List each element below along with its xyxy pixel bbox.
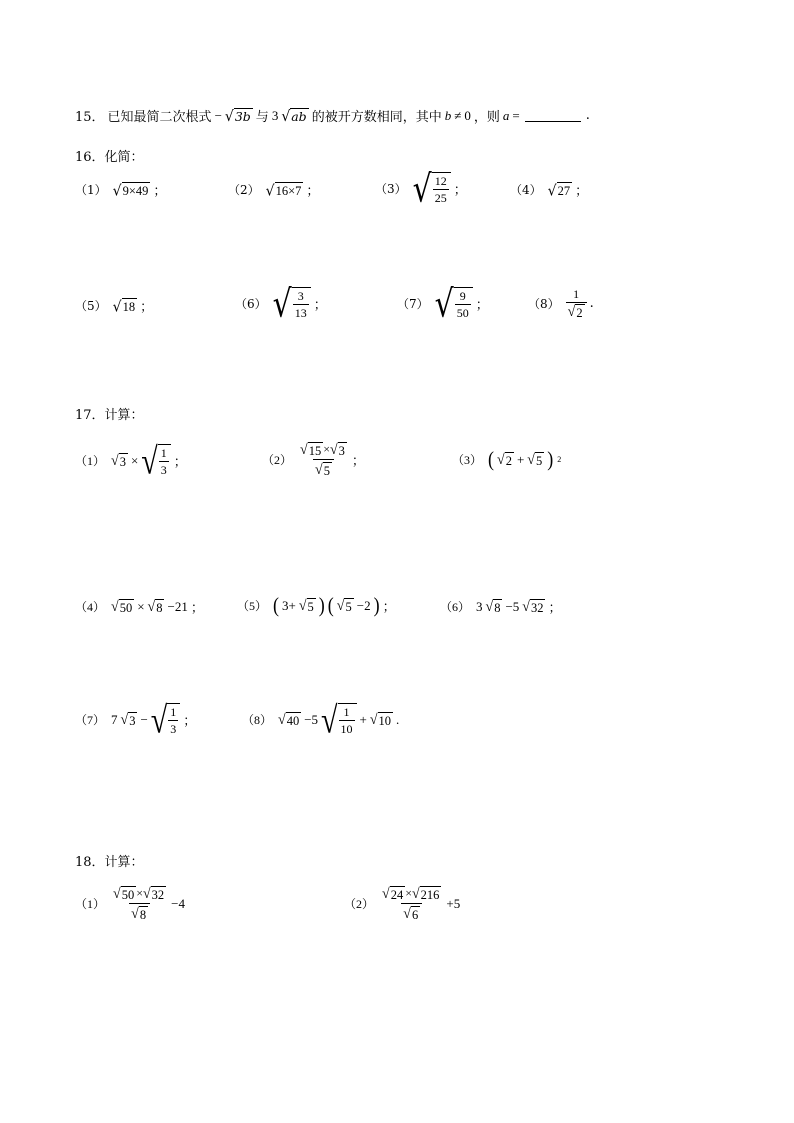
question-number: 15． [75,110,105,125]
question-text: . [585,108,590,123]
radical: √ $\frac{12}{25}$ [413,172,451,205]
radical: √ $\frac{3}{13}$ [273,287,311,320]
q16-item-3: （3） √ $\frac{12}{25}$ ； [375,167,467,212]
variable: b [444,107,452,123]
q16-item-2: （2） √ 16×7 ； [228,182,320,199]
fraction: 1 √ 2 [566,287,587,320]
question-text: ，则 [473,110,500,125]
minus-sign: − [214,107,222,123]
radical: √ 16×7 [265,182,302,199]
q17-item-4: （4） √ 50 × √ 8 −21 ； [75,598,204,615]
q17-item-5: （5） ( 3+ √ 5 ) ( √ 5 −2 ) ； [237,592,396,617]
question-text: 与 [255,110,269,125]
q16-item-4: （4） √ 27 ； [510,182,589,199]
q16-item-5: （5） √ 18 ； [75,298,154,315]
q17-item-6: （6） 3 √ 8 −5 √ 32 ； [440,598,562,615]
question-text: 已知最简二次根式 [107,110,212,125]
radical: √ $\frac{9}{50}$ [435,287,473,320]
q17-item-3: （3） ( √ 2 + √ 5 ) 2 [452,446,562,471]
value: 0 [464,107,471,123]
question-15 [75,106,590,125]
q16-item-1: （1） √ 9×49 ； [75,182,167,199]
q18-item-1: （1） √ 50 × √ 32 √ 8 −4 [75,886,186,922]
operator: ≠ [454,107,462,123]
radical: √ ab [281,108,307,125]
question-18-title: 18．计算： [75,855,144,870]
q17-item-7: （7） 7 √ 3 − √ $\frac{1}{3}$ ； [75,700,197,742]
q17-item-1: （1） √ 3 × √ $\frac{1}{3}$ ； [75,441,187,483]
question-text: 的被开方数相同，其中 [311,110,442,125]
operator: = [512,107,520,123]
question-16-title: 16．化简： [75,150,144,165]
coefficient: 3 [271,107,279,123]
q17-item-8: （8） √ 40 −5 √ $\frac{1}{10}$ + √ 10 . [242,700,400,742]
q16-item-8: （8） 1 √ 2 . [528,287,594,321]
radical: √ 27 [547,182,571,199]
q16-item-7: （7） √ $\frac{9}{50}$ ； [397,282,489,327]
q17-item-2: （2） √ 15 × √ 3 √ 5 ； [262,442,365,478]
q18-item-2: （2） √ 24 × √ 216 √ 6 +5 [344,886,461,922]
q16-item-6: （6） √ $\frac{3}{13}$ ； [235,282,327,327]
radical: √ 9×49 [112,182,149,199]
radical: √ 18 [112,298,136,315]
question-17-title: 17．计算： [75,408,144,423]
radical: √ 3b [224,108,251,125]
answer-blank[interactable] [525,109,581,122]
variable: a [502,107,510,123]
